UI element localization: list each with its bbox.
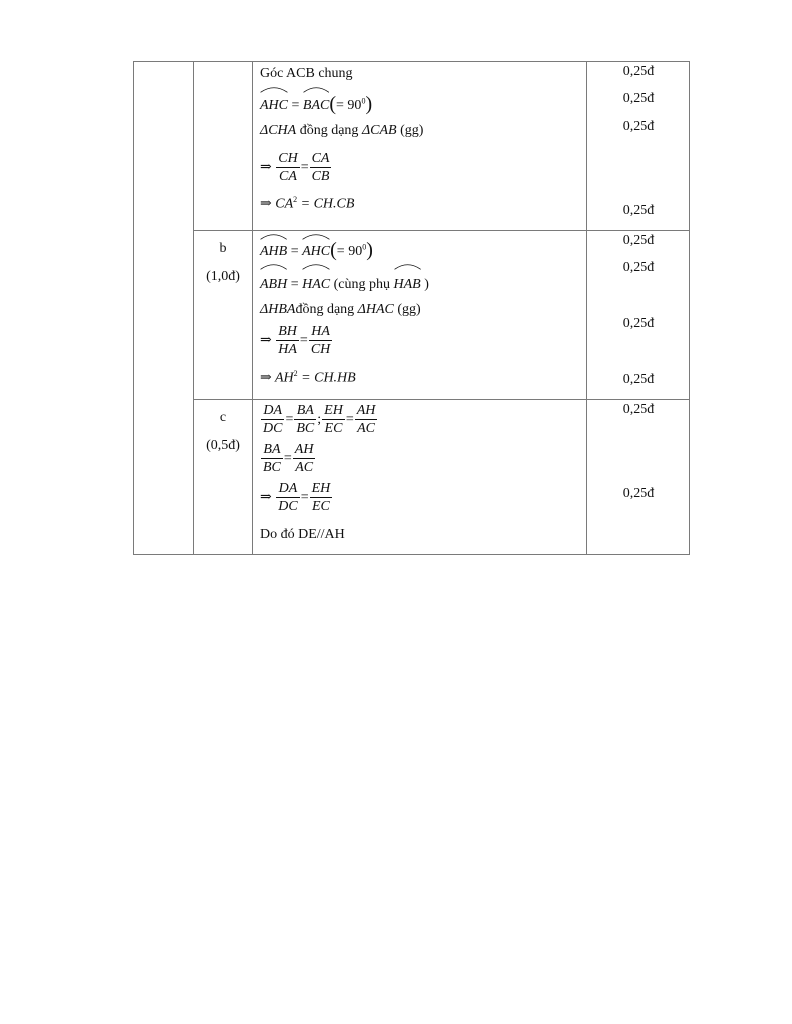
part-points: (0,5đ) (206, 438, 240, 453)
similar-text: đồng dạng (295, 302, 358, 317)
implies-arrow: ⇒ (260, 490, 272, 506)
implies-arrow: ⇒ (260, 370, 272, 386)
angle-name: AHB (260, 244, 288, 259)
degree-sup: 0 (361, 96, 366, 106)
solution-line (260, 480, 586, 522)
solution-cell (253, 62, 587, 231)
solution-line (260, 297, 586, 323)
solution-line: AHB = $AHC(= 90^0)$ (260, 233, 586, 263)
score-value: 0,25đ (622, 233, 655, 248)
solution-line (260, 402, 586, 441)
question-cell (134, 62, 194, 555)
fraction: $\frac{CH}{CA}$ (278, 151, 298, 184)
complement-text: (cùng phụ (330, 277, 394, 292)
score-value: 0,25đ (622, 260, 655, 275)
equals-sign: = (300, 490, 309, 506)
equals-sign: = (283, 451, 292, 467)
score-cell (587, 231, 690, 400)
angle-arc (302, 233, 330, 266)
score-value: 0,25đ (622, 119, 655, 134)
implies-arrow: ⇒ (260, 196, 272, 212)
score-value: 0,25đ (622, 402, 655, 417)
solution-cell (253, 400, 587, 555)
fraction: $\frac{DA}{DC}$ (278, 481, 298, 514)
angle-name: ABH (260, 277, 288, 292)
grading-table (133, 61, 690, 555)
fraction: $\frac{BA}{BC}$ (296, 403, 315, 436)
fraction: $\frac{CA}{CB}$ (311, 151, 330, 184)
solution-line: Do đó DE//AH (260, 527, 345, 542)
fraction: $\frac{AH}{AC}$ (356, 403, 376, 436)
implies-arrow: ⇒ (260, 333, 272, 349)
solution-line: AHC = $BAC(= 90^0)$ (260, 86, 586, 116)
angle-name: AHC (260, 98, 288, 113)
solution-line (260, 441, 586, 480)
equals-sign: = (345, 412, 354, 428)
triangle-name: ΔHBA (260, 302, 296, 317)
score-value: 0,25đ (622, 372, 655, 387)
score-value: 0,25đ (622, 316, 655, 331)
part-points: (1,0đ) (206, 269, 240, 284)
solution-line (260, 323, 586, 363)
separator: ; (317, 412, 322, 428)
angle-name: HAB (393, 277, 421, 292)
score-cell (587, 62, 690, 231)
part-label: b (219, 241, 227, 256)
table-row (134, 62, 690, 231)
part-cell (194, 231, 253, 400)
similar-text: đồng dạng (296, 123, 362, 138)
solution-line: Góc ACB chung (260, 66, 353, 81)
degree-sup: 0 (362, 242, 367, 252)
fraction: $\frac{DA}{DC}$ (263, 403, 283, 436)
angle-value: = 90 (336, 98, 362, 113)
part-cell (194, 62, 253, 231)
angle-name: AHC (302, 244, 331, 259)
similar-reason: (gg) (396, 123, 424, 138)
fraction: $\frac{EH}{EC}$ (311, 481, 331, 514)
triangle-name: ΔCAB (361, 123, 397, 138)
part-cell (194, 400, 253, 555)
fraction: $\frac{AH}{AC}$ (294, 442, 314, 475)
equals-sign: = (291, 98, 300, 113)
triangle-name: ΔCHA (260, 123, 297, 138)
solution-cell (253, 231, 587, 400)
equals-sign: = (300, 160, 309, 176)
score-cell (587, 400, 690, 555)
similar-reason: (gg) (393, 302, 421, 317)
angle-name: BAC (302, 98, 330, 113)
triangle-name: ΔHAC (357, 302, 394, 317)
angle-arc (260, 233, 287, 266)
score-value: 0,25đ (622, 91, 655, 106)
solution-line (260, 116, 586, 150)
fraction: $\frac{BA}{BC}$ (263, 442, 281, 475)
score-value: 0,25đ (622, 486, 655, 501)
part-label: c (219, 410, 227, 425)
solution-line: ⇒ $CA^2 = CH.CB$ (260, 195, 355, 212)
score-value: 0,25đ (622, 64, 655, 79)
solution-line (260, 150, 586, 190)
score-value: 0,25đ (622, 203, 655, 218)
table-row (134, 231, 690, 400)
equals-sign: = (290, 244, 299, 259)
equals-sign: = (299, 333, 308, 349)
solution-line: ⇒ $AH^2 = CH.HB$ (260, 369, 356, 386)
implies-arrow: ⇒ (260, 160, 272, 176)
angle-name: HAC (302, 277, 331, 292)
fraction: $\frac{EH}{EC}$ (324, 403, 343, 436)
angle-value: = 90 (336, 244, 363, 259)
equals-sign: = (290, 277, 299, 292)
equals-sign: = (285, 412, 294, 428)
solution-line: ABH = HAC (cùng phụ HAB ) (260, 263, 586, 297)
table-row (134, 400, 690, 555)
fraction: $\frac{HA}{CH}$ (310, 324, 331, 357)
fraction: $\frac{BH}{HA}$ (278, 324, 297, 357)
